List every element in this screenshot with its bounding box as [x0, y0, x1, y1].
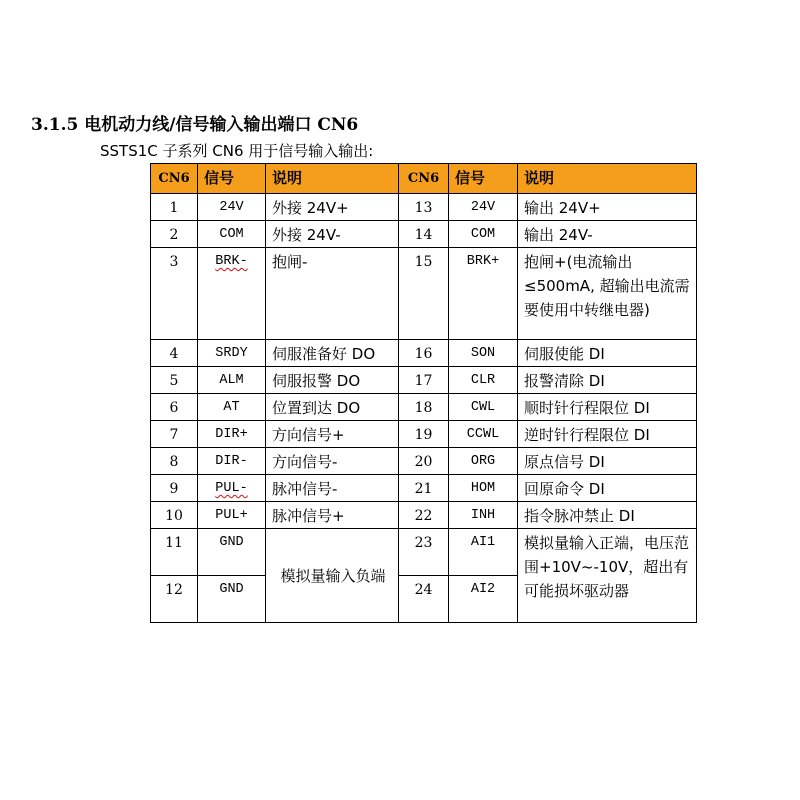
signal-name: CWL: [449, 394, 518, 421]
signal-description: 脉冲信号-: [266, 475, 399, 502]
signal-description: 输出 24V+: [518, 194, 697, 221]
header-description-left: 说明: [266, 164, 399, 194]
signal-name: AI2: [449, 576, 518, 623]
signal-description: 报警清除 DI: [518, 367, 697, 394]
pin-number: 2: [151, 221, 198, 248]
signal-name: CLR: [449, 367, 518, 394]
pin-number: 15: [399, 248, 449, 340]
pin-number: 19: [399, 421, 449, 448]
signal-name: [198, 475, 266, 502]
header-signal-right: 信号: [449, 164, 518, 194]
pin-number: 9: [151, 475, 198, 502]
signal-description: 伺服准备好 DO: [266, 340, 399, 367]
cn6-pin-table: [150, 163, 697, 623]
pin-number: 14: [399, 221, 449, 248]
pin-number: 13: [399, 194, 449, 221]
pin-number: 7: [151, 421, 198, 448]
table-row: [151, 221, 697, 248]
pin-number: 12: [151, 576, 198, 623]
signal-description: 抱闸+(电流输出≤500mA, 超输出电流需要使用中转继电器): [518, 248, 697, 340]
table-row: [151, 475, 697, 502]
pin-number: 22: [399, 502, 449, 529]
pin-number: 21: [399, 475, 449, 502]
analog-negative-description: 模拟量输入负端: [266, 529, 399, 623]
spellcheck-underlined-text: BRK-: [215, 254, 248, 269]
table-row: [151, 194, 697, 221]
pin-number: 5: [151, 367, 198, 394]
signal-name: ALM: [198, 367, 266, 394]
table-row: [151, 421, 697, 448]
signal-name: GND: [198, 576, 266, 623]
pin-number: 10: [151, 502, 198, 529]
signal-name: DIR-: [198, 448, 266, 475]
signal-name: 24V: [449, 194, 518, 221]
section-heading: 3.1.5 电机动力线/信号输入输出端口 CN6: [31, 115, 359, 135]
pin-number: 16: [399, 340, 449, 367]
signal-name: 24V: [198, 194, 266, 221]
table-row: [151, 502, 697, 529]
header-pin-right: CN6: [399, 164, 449, 194]
signal-name: AT: [198, 394, 266, 421]
signal-description: 原点信号 DI: [518, 448, 697, 475]
signal-name: CCWL: [449, 421, 518, 448]
signal-name: [198, 248, 266, 340]
signal-name: DIR+: [198, 421, 266, 448]
signal-description: 输出 24V-: [518, 221, 697, 248]
signal-description: 逆时针行程限位 DI: [518, 421, 697, 448]
signal-name: COM: [449, 221, 518, 248]
signal-description: 指令脉冲禁止 DI: [518, 502, 697, 529]
pin-number: 8: [151, 448, 198, 475]
pin-number: 24: [399, 576, 449, 623]
header-pin-left: CN6: [151, 164, 198, 194]
table-row: [151, 394, 697, 421]
header-description-right: 说明: [518, 164, 697, 194]
signal-name: PUL+: [198, 502, 266, 529]
signal-description: 回原命令 DI: [518, 475, 697, 502]
signal-description: 伺服使能 DI: [518, 340, 697, 367]
signal-description: 外接 24V+: [266, 194, 399, 221]
pin-number: 1: [151, 194, 198, 221]
pin-number: 17: [399, 367, 449, 394]
pin-number: 11: [151, 529, 198, 576]
signal-description: 顺时针行程限位 DI: [518, 394, 697, 421]
header-signal-left: 信号: [198, 164, 266, 194]
section-subheading: SSTS1C 子系列 CN6 用于信号输入输出:: [100, 142, 374, 160]
table-row: [151, 367, 697, 394]
spellcheck-underlined-text: PUL-: [215, 481, 248, 496]
signal-name: AI1: [449, 529, 518, 576]
signal-description: 方向信号-: [266, 448, 399, 475]
pin-number: 20: [399, 448, 449, 475]
pin-number: 23: [399, 529, 449, 576]
table-header-row: [151, 164, 697, 194]
signal-name: GND: [198, 529, 266, 576]
table-row: [151, 340, 697, 367]
signal-name: INH: [449, 502, 518, 529]
signal-name: BRK+: [449, 248, 518, 340]
signal-description: 外接 24V-: [266, 221, 399, 248]
signal-description: 位置到达 DO: [266, 394, 399, 421]
signal-name: SRDY: [198, 340, 266, 367]
signal-description: 抱闸-: [266, 248, 399, 340]
table-row: [151, 248, 697, 340]
signal-description: 方向信号+: [266, 421, 399, 448]
table-row: [151, 448, 697, 475]
signal-description: 伺服报警 DO: [266, 367, 399, 394]
signal-description: 脉冲信号+: [266, 502, 399, 529]
table-row: [151, 529, 697, 576]
pin-number: 6: [151, 394, 198, 421]
pin-number: 3: [151, 248, 198, 340]
signal-name: SON: [449, 340, 518, 367]
analog-positive-description: 模拟量输入正端，电压范围+10V~-10V，超出有可能损坏驱动器: [518, 529, 697, 623]
signal-name: ORG: [449, 448, 518, 475]
signal-name: HOM: [449, 475, 518, 502]
signal-name: COM: [198, 221, 266, 248]
pin-number: 18: [399, 394, 449, 421]
pin-number: 4: [151, 340, 198, 367]
